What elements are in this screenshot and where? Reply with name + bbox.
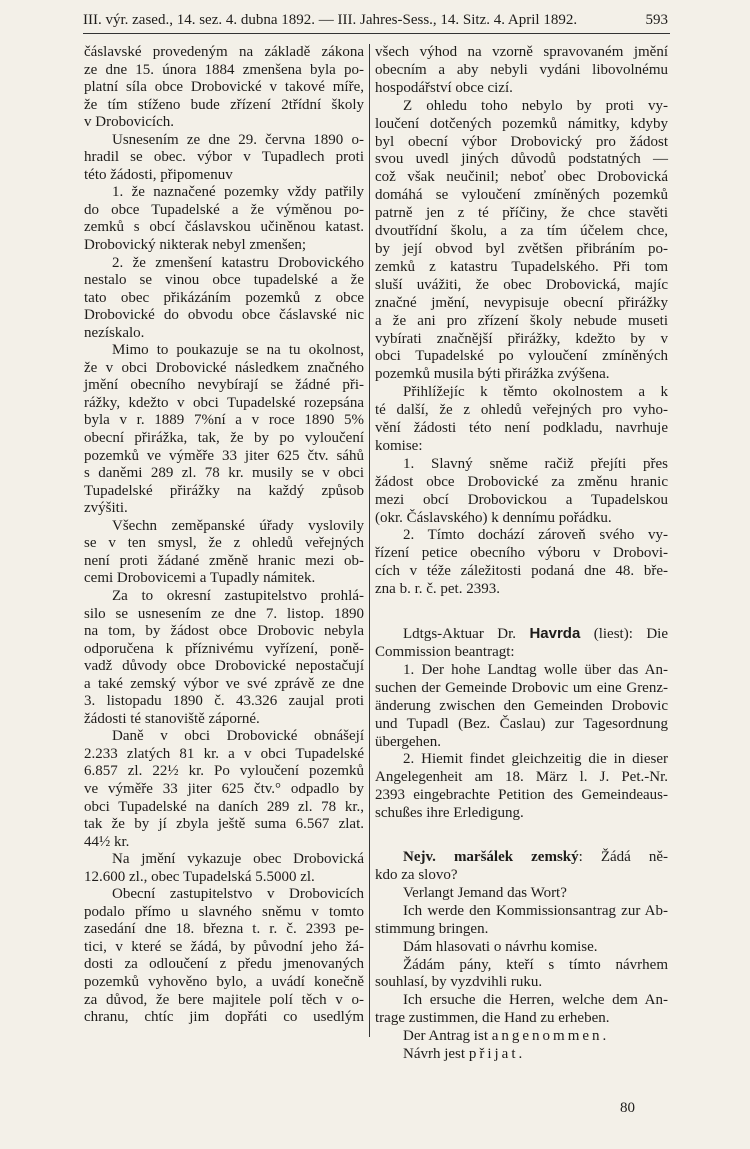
text-line: Mimo to poukazuje se na tu okolnost, xyxy=(112,342,364,359)
text-line: 44½ kr. xyxy=(84,833,130,850)
text-line: do obce Tupadelské a že výměnou po- xyxy=(84,201,364,218)
text-line: und Tupadl (Bez. Časlau) zur Tagesordnung xyxy=(375,715,668,732)
text-line: 12.600 zl., obec Tupadelská 5.5000 zl. xyxy=(84,868,315,885)
text-line: tici, v které se žádá, by původní jeho žá- xyxy=(84,938,364,955)
text-line: Angelegenheit am 18. März l. J. Pet.-Nr. xyxy=(375,769,668,786)
text-line: kdo za slovo? xyxy=(375,866,458,883)
text-line: rážky, kdežto v obci Tupadelské rozepsána xyxy=(84,394,364,411)
text-line: obecní přirážka, tak, že by po vyloučení xyxy=(84,430,364,447)
text-line: byla v r. 1889 7%ní a v roce 1890 5% xyxy=(84,412,364,429)
text-line: zvýšiti. xyxy=(84,500,128,517)
paragraph xyxy=(84,342,364,517)
text-line: ze dne 15. února 1884 zmenšena byla po- xyxy=(84,61,364,78)
text-line: Všechn zeměpanské úřady vyslovily xyxy=(112,517,364,534)
text-line: obci Tupadelské po vyloučení zmíněných xyxy=(375,348,668,365)
text-line: tato obec přikázáním pozemků z obce xyxy=(84,289,364,306)
right-column xyxy=(375,44,668,1064)
text-line: übergehen. xyxy=(375,733,441,750)
text-line: souhlasí, by vyzdvihli ruku. xyxy=(375,974,543,991)
paragraph xyxy=(375,662,668,752)
text-line: vadž důvody obce Drobovické nepostačují xyxy=(84,658,364,675)
text-line: vybírati značnější přirážky, kdežto by v xyxy=(375,330,668,347)
text-line: zemků s obcí čáslavskou učiněnou katast. xyxy=(84,219,364,236)
paragraph xyxy=(84,851,364,886)
text-line: za důvod, že bere majitele polí těch v o- xyxy=(84,991,364,1008)
text-line: 2.233 zlatých 81 kr. a v obci Tupadelské xyxy=(84,745,364,762)
paragraph xyxy=(375,885,668,903)
text-line: Usnesením ze dne 29. června 1890 o- xyxy=(112,131,364,148)
text-line: nestalo se vinou obce tupadelské a že xyxy=(84,272,364,289)
text-line: Přihlížejíc k těmto okolnostem a k xyxy=(403,384,668,401)
speaker-name: Nejv. maršálek zemský xyxy=(403,849,579,866)
text-line: obci Tupadelské na daních 289 zl. 78 kr., xyxy=(84,798,364,815)
text-line: by její obvod byl zvětšen přibráním po- xyxy=(375,240,668,257)
text-line: Za to okresní zastupitelstvo prohlá- xyxy=(112,587,364,604)
text-line: Tupadelské přirážky na každý způsob xyxy=(84,482,364,499)
text-line: 2393 eingebrachte Petition des Gemeindeaus- xyxy=(375,787,668,804)
text-line: této žádosti, připomenuv xyxy=(84,166,233,183)
page-number: 593 xyxy=(645,12,668,28)
text-line: nezískalo. xyxy=(84,324,145,341)
text-line: se v ten smysl, že z ohledů veřejných xyxy=(84,535,364,552)
paragraph xyxy=(375,751,668,823)
text-line: mezi obcí Drobovickou a Tupadelskou xyxy=(375,491,668,508)
text-line: platní síla obce Drobovické v takové míře, xyxy=(84,79,364,96)
text-line: tak že by jí zbyla ještě suma 6.567 zlat. xyxy=(84,816,364,833)
text-line: chranu, chtíc jim dopřáti co usedlým xyxy=(84,1009,364,1026)
text-line: byl obecní výbor Drobovický pro žádost xyxy=(375,133,668,150)
text-line: což však neučinil; neboť obec Drobovická xyxy=(375,169,668,186)
text-line: pozemků musila býti přirážka zvýšena. xyxy=(375,366,610,383)
text-line: že v obci Drobovické následkem značného xyxy=(84,359,364,376)
paragraph xyxy=(375,939,668,957)
paragraph xyxy=(375,625,668,662)
text-line: Z ohledu toho nebylo by proti vy- xyxy=(403,97,668,114)
text-line: 1. Der hohe Landtag wolle über das An- xyxy=(403,661,668,678)
running-header xyxy=(83,7,668,29)
text-line: vění žádosti této není podkladu, navrhuje xyxy=(375,420,668,437)
paragraph xyxy=(84,44,364,132)
paragraph xyxy=(84,184,364,254)
text-line: Ich ersuche die Herren, welche dem An- xyxy=(403,992,668,1009)
text-line: Drobovické do obvodu obce čáslavské nic xyxy=(84,307,364,324)
text-line: pozemků ve výměře 33 jiter 625 čtv. sáhů xyxy=(84,447,364,464)
text-line: trage zustimmen, die Hand zu erheben. xyxy=(375,1010,610,1027)
paragraph xyxy=(375,384,668,456)
text-line: značné jmění, nevypisuje obecní přirážky xyxy=(375,294,668,311)
text-line: obecním a aby nebyli vydáni libovolnému xyxy=(375,61,668,78)
text-line: 2. že zmenšení katastru Drobovického xyxy=(112,254,364,271)
paragraph xyxy=(375,527,668,599)
paragraph xyxy=(375,957,668,993)
text-line: cemi Drobovicemi a Tupadly námitek. xyxy=(84,570,316,587)
text-line: 1. že naznačené pozemky vždy patřily xyxy=(112,184,364,201)
paragraph xyxy=(375,903,668,939)
text-line: hradil se obec. výbor v Tupadlech proti xyxy=(84,149,364,166)
paragraph xyxy=(84,255,364,343)
text-line: zemků z katastru Tupadelského. Při tom xyxy=(375,258,668,275)
text-line: Der Antrag ist angenommen. xyxy=(403,1028,607,1045)
paragraph xyxy=(375,456,668,528)
text-line: komise: xyxy=(375,437,423,454)
paragraph xyxy=(375,992,668,1028)
text-line: suchen der Gemeinde Drobovic um eine Grenz- xyxy=(375,679,668,696)
text-line: všech výhod na vzorně spravovaném jmění xyxy=(375,44,668,60)
header-rule xyxy=(83,33,670,34)
text-line: cích v téže záležitosti podaná dne 48. bře- xyxy=(375,563,668,580)
paragraph xyxy=(375,44,668,98)
text-line: hospodářství obce cizí. xyxy=(375,79,513,96)
text-line: Ldtgs-Aktuar Dr. Havrda (liest): Die xyxy=(403,625,668,643)
text-line: té další, že z ohledů veřejných pro vyho- xyxy=(375,402,668,419)
paragraph xyxy=(84,886,364,1026)
text-line: 6.857 zl. 22½ kr. Po vyloučení pozemků xyxy=(84,763,364,780)
text-line: 2. Hiemit findet gleichzeitig die in dieser xyxy=(403,751,668,768)
text-line: jmění obecního nevybírají se žádné při- xyxy=(84,377,364,394)
paragraph xyxy=(84,588,364,728)
text-line: čáslavské provedeným na základě zákona xyxy=(84,44,364,60)
text-line: loučení dotčených pozemků námitky, kdyby xyxy=(375,115,668,132)
text-line: na tom, by žádost obce Drobovic nebyla xyxy=(84,623,364,640)
text-line: v Drobovicích. xyxy=(84,114,174,131)
text-line: 3. listopadu 1890 č. 43.326 zaujal proti xyxy=(84,693,364,710)
text-line: domáhá se vyloučení zmíněných pozemků xyxy=(375,187,668,204)
speaker-name: Havrda xyxy=(529,625,581,643)
paragraph xyxy=(84,728,364,851)
paragraph xyxy=(84,518,364,588)
text-line: 2. Tímto dochází zároveň svého vy- xyxy=(403,527,668,544)
text-line: stimmung bringen. xyxy=(375,920,489,937)
text-line: 1. Slavný sněme račiž přejíti přes xyxy=(403,455,668,472)
text-line: schußes ihre Erledigung. xyxy=(375,805,524,822)
text-line: änderung zwischen den Gemeinden Drobovic xyxy=(375,697,668,714)
paragraph xyxy=(375,98,668,385)
text-line: odporučena k příznivému vyřízení, poně- xyxy=(84,640,364,657)
text-line: a že ani pro zřízení školy nebude museti xyxy=(375,312,668,329)
text-line: Commission beantragt: xyxy=(375,644,515,660)
text-line: Na jmění vykazuje obec Drobovická xyxy=(112,851,364,868)
text-line: sluší uvážiti, že obec Drobovická, majíc xyxy=(375,276,668,293)
paragraph xyxy=(375,849,668,885)
text-line: a také zemský výbor ve své zprávě ze dne xyxy=(84,675,364,692)
text-line: patrně jen z té příčiny, že chce stavěti xyxy=(375,205,668,222)
text-line: svou uvedl jiných důvodů podstatných — xyxy=(375,151,668,168)
emphasized-text: přijat xyxy=(468,1046,519,1063)
text-line: s daněmi 289 zl. 78 kr. musily se v obci xyxy=(84,465,364,482)
left-column xyxy=(84,44,364,1027)
section-spacer xyxy=(375,599,668,625)
text-line: není proti žádané změně hranic mezi ob- xyxy=(84,552,364,569)
text-line: zna b. r. č. pet. 2393. xyxy=(375,581,500,598)
signature-mark: 80 xyxy=(620,1100,635,1116)
text-line: silo se usnesením ze dne 7. listop. 1890 xyxy=(84,605,364,622)
text-line: Návrh jest přijat. xyxy=(403,1046,523,1063)
text-line: (okr. Čáslavského) k dennímu pořádku. xyxy=(375,509,612,526)
text-line: ve výměře 33 jiter 625 čtv.° odpadlo by xyxy=(84,780,364,797)
running-header-title: III. výr. zased., 14. sez. 4. dubna 1892. — III. Jahres-Sess., 14. Sitz. 4. April 1892. xyxy=(83,12,578,28)
text-line: Verlangt Jemand das Wort? xyxy=(403,884,567,901)
text-line: dosti za odloučení z předu jmenovaných xyxy=(84,956,364,973)
text-line: zasedání dne 18. března t. r. č. 2393 pe- xyxy=(84,921,364,938)
text-line: Nejv. maršálek zemský: Žádá ně- xyxy=(403,849,668,866)
text-line: Ich werde den Kommissionsantrag zur Ab- xyxy=(403,902,668,919)
text-line: že tím stíženo bude zřízení 2třídní školy xyxy=(84,96,364,113)
paragraph xyxy=(375,1046,668,1064)
section-spacer xyxy=(375,823,668,849)
text-line: podalo přímo u slavného sněmu v tomto xyxy=(84,903,364,920)
text-line: Žádám pány, kteří s tímto návrhem xyxy=(403,956,668,973)
text-line: Drobovický nikterak nebyl zmenšen; xyxy=(84,237,307,254)
text-line: žádost obce Drobovické za změnu hranic xyxy=(375,473,668,490)
text-line: Obecní zastupitelstvo v Drobovicích xyxy=(112,886,364,903)
text-line: Dám hlasovati o návrhu komise. xyxy=(403,938,598,955)
text-line: řízení petice obecního výboru v Drobovi- xyxy=(375,545,668,562)
text-line: žádosti té stanoviště záporné. xyxy=(84,710,260,727)
text-line: dvoutřídní školu, a za tím účelem chce, xyxy=(375,223,668,240)
text-line: pozemků vyhověno bylo, a uvádí konečně xyxy=(84,973,364,990)
column-divider xyxy=(369,44,370,1037)
paragraph xyxy=(375,1028,668,1046)
paragraph xyxy=(84,132,364,185)
emphasized-text: angenommen xyxy=(491,1028,603,1045)
text-line: Daně v obci Drobovické obnášejí xyxy=(112,728,364,745)
